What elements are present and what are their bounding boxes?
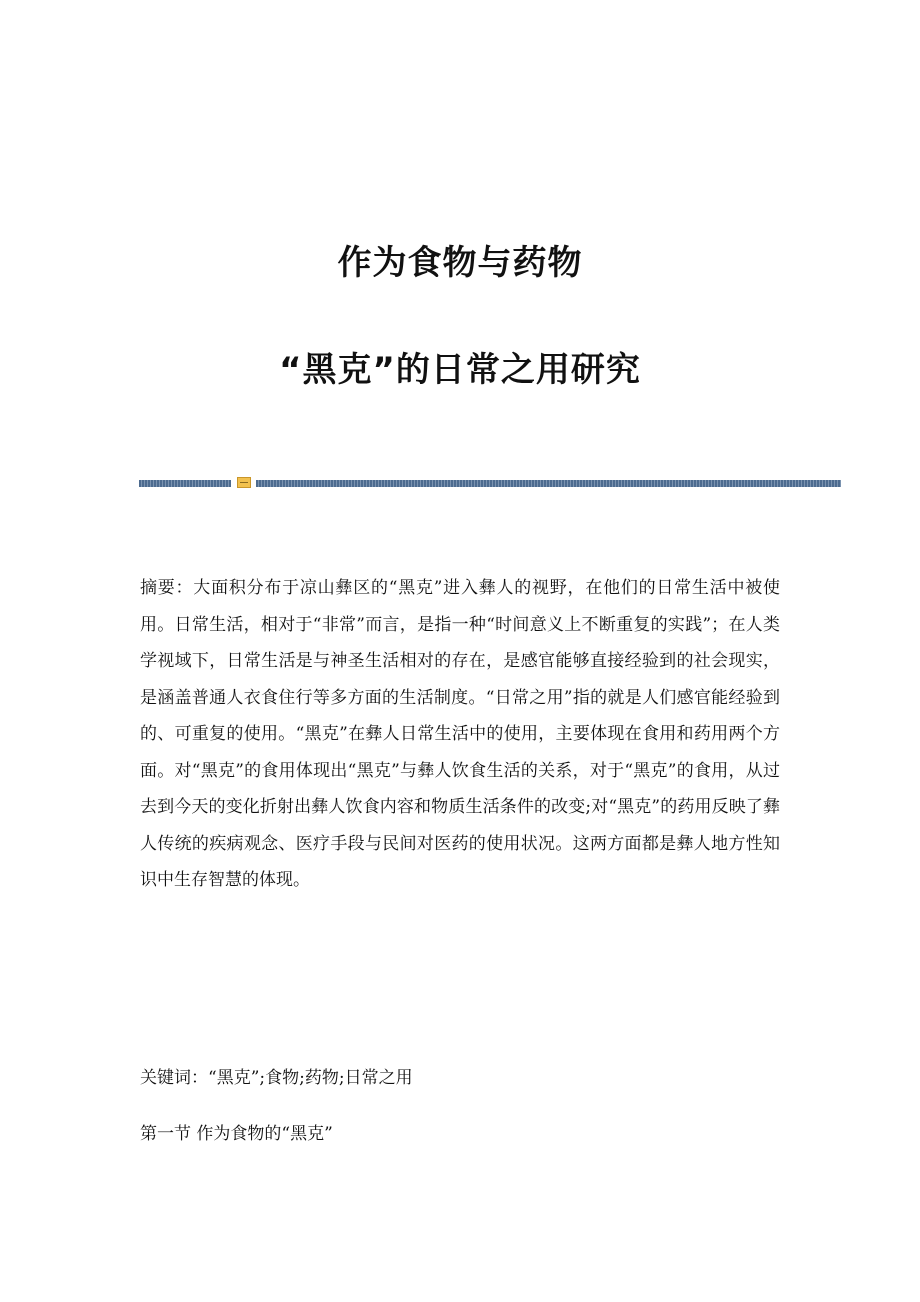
section-heading: 第一节 作为食物的“黑克”: [140, 1124, 333, 1144]
decorative-divider: [139, 476, 841, 490]
title-line-2: “黑克”的日常之用研究: [279, 349, 641, 390]
divider-bar-left: [139, 480, 231, 487]
abstract-paragraph: 摘要：大面积分布于凉山彝区的“黑克”进入彝人的视野，在他们的日常生活中被使用。日常生活，相对于“非常”而言，是指一种“时间意义上不断重复的实践”；在人类学视域下，日常生活是与神圣生活相对的存在，是感官能够直接经验到的社会现实， 是涵盖普通人衣食住行等多方面的生活制度。“日常之用”指的就是人们感官能经验到的、可重复的使用。“黑克”在彝人日常生活中的使用，主要体现在食用和药用两个方面。对“黑克”的食用体现出“黑克”与彝人饮食生活的关系，对于“黑克”的食用，从过去到今天的变化折射出彝人饮食内容和物质生活条件的改变;对“黑克”的药用反映了彝人传统的疾病观念、医疗手段与民间对医药的使用状况。这两方面都是彝人地方性知识中生存智慧的体现。: [140, 578, 780, 890]
divider-bar-right: [256, 480, 841, 487]
keywords-line: 关键词：“黑克”;食物;药物;日常之用: [140, 1068, 413, 1088]
divider-emblem-icon: [237, 477, 251, 488]
title-line-1: 作为食物与药物: [337, 242, 583, 283]
